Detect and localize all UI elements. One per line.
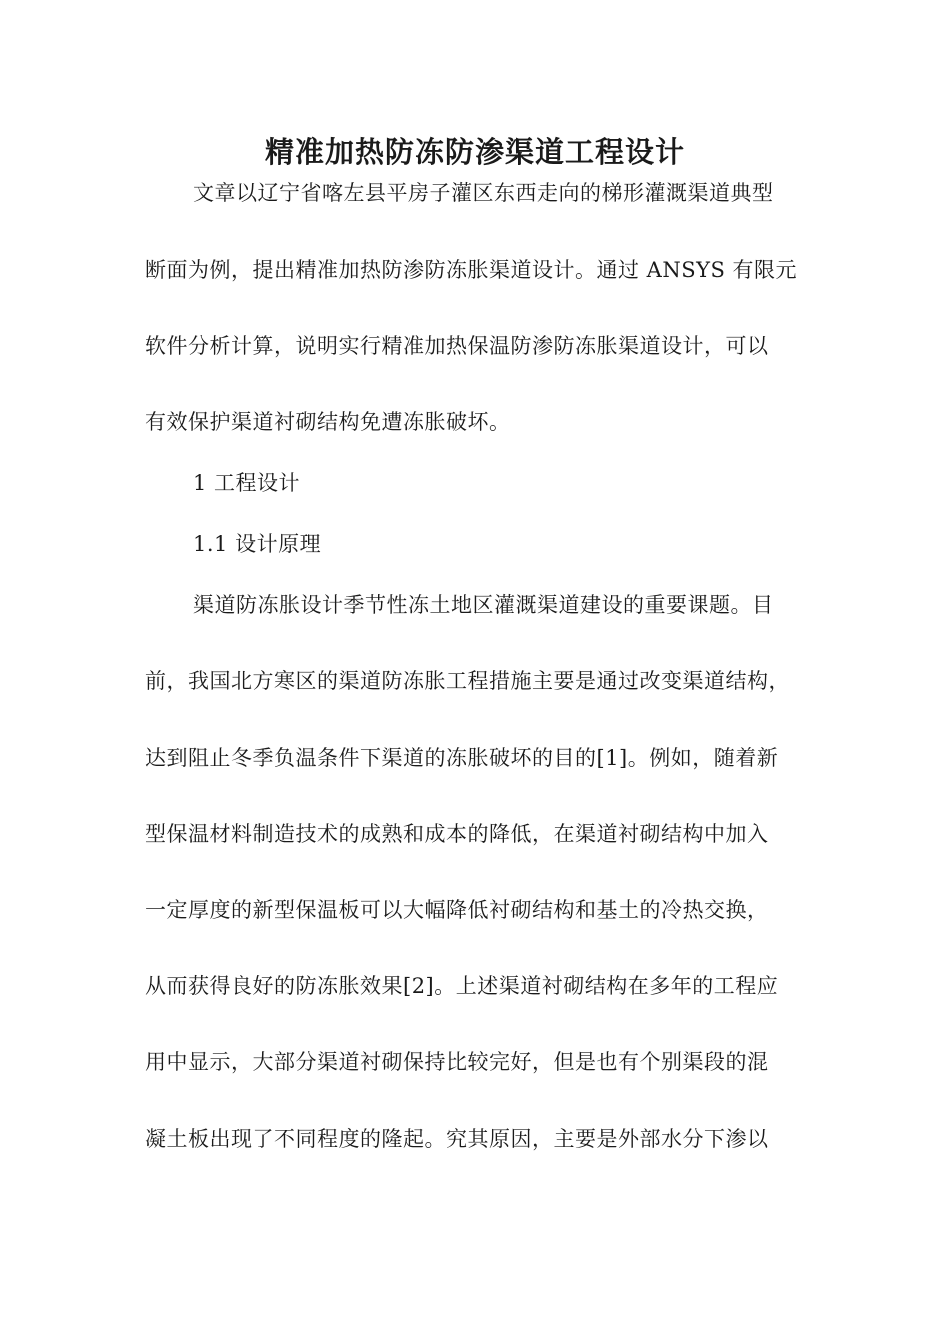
subsection-heading: 1.1 设计原理 [193, 532, 322, 556]
body-line: 渠道防冻胀设计季节性冻土地区灌溉渠道建设的重要课题。目 [193, 593, 774, 617]
body-line: 有效保护渠道衬砌结构免遭冻胀破坏。 [145, 410, 511, 434]
body-line: 达到阻止冬季负温条件下渠道的冻胀破坏的目的[1]。例如，随着新 [145, 746, 779, 770]
body-line: 断面为例，提出精准加热防渗防冻胀渠道设计。通过 ANSYS 有限元 [145, 258, 798, 282]
body-line: 前，我国北方寒区的渠道防冻胀工程措施主要是通过改变渠道结构， [145, 669, 790, 693]
body-line: 型保温材料制造技术的成熟和成本的降低，在渠道衬砌结构中加入 [145, 822, 769, 846]
body-line: 凝土板出现了不同程度的隆起。究其原因，主要是外部水分下渗以 [145, 1127, 769, 1151]
document-title: 精准加热防冻防渗渠道工程设计 [264, 135, 685, 169]
body-line: 文章以辽宁省喀左县平房子灌区东西走向的梯形灌溉渠道典型 [193, 181, 774, 205]
body-line: 从而获得良好的防冻胀效果[2]。上述渠道衬砌结构在多年的工程应 [145, 974, 779, 998]
section-heading: 1 工程设计 [193, 471, 301, 495]
body-line: 一定厚度的新型保温板可以大幅降低衬砌结构和基土的冷热交换， [145, 898, 769, 922]
body-line: 用中显示，大部分渠道衬砌保持比较完好，但是也有个别渠段的混 [145, 1050, 769, 1074]
body-line: 软件分析计算，说明实行精准加热保温防渗防冻胀渠道设计，可以 [145, 334, 769, 358]
